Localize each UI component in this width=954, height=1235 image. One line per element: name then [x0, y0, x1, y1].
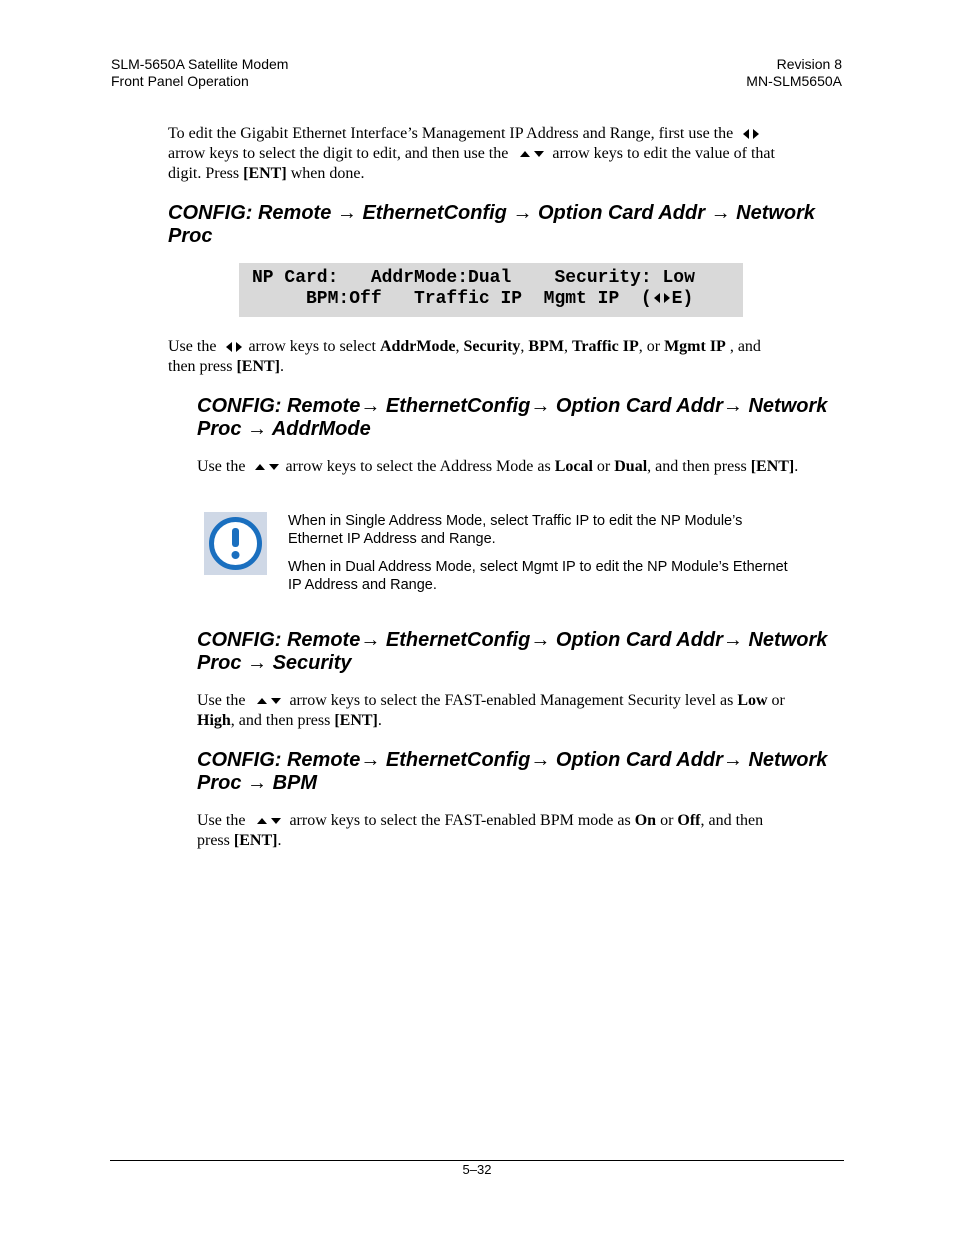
text: .: [277, 832, 282, 849]
term-off: Off: [677, 812, 701, 829]
text: press: [197, 832, 234, 849]
lcd-display: [239, 263, 743, 317]
text: arrow keys to select the FAST-enabled BPM mode as: [289, 812, 635, 829]
text: , and then press: [647, 458, 751, 475]
text: or: [656, 812, 678, 829]
heading-line: CONFIG: Remote→ EthernetConfig→ Option Card Addr→ Network: [197, 395, 828, 417]
text: arrow keys to select the Address Mode as: [285, 458, 555, 475]
text: .: [280, 358, 284, 375]
heading-line: Proc: [168, 225, 213, 247]
intro-ent: [ENT]: [243, 165, 287, 182]
exclamation-circle-icon: [204, 512, 267, 575]
intro-text-4: digit. Press: [168, 165, 244, 182]
text: , and then press: [230, 712, 335, 729]
text: ,: [455, 338, 464, 355]
note-line: When in Dual Address Mode, select Mgmt IP to edit the NP Module’s Ethernet: [288, 559, 788, 575]
intro-text-6: when done.: [286, 165, 365, 182]
section2-paragraph: [197, 457, 857, 477]
text: , and: [725, 338, 761, 355]
term-security: Security: [463, 338, 521, 355]
term-dual: Dual: [614, 458, 648, 475]
left-right-arrows-icon: [741, 124, 761, 144]
page-header-left: [111, 56, 288, 90]
key-ent: [ENT]: [750, 458, 795, 475]
text: ,: [520, 338, 529, 355]
note-line: When in Single Address Mode, select Traffic IP to edit the NP Module’s: [288, 513, 743, 529]
text: arrow keys to select the FAST-enabled Management Security level as: [289, 692, 738, 709]
text: , and then: [700, 812, 764, 829]
term-high: High: [197, 712, 231, 729]
text: .: [794, 458, 799, 475]
key-ent: [ENT]: [334, 712, 378, 729]
intro-text-1: To edit the Gigabit Ethernet Interface’s Management IP Address and Range, first use the: [168, 125, 734, 142]
intro-paragraph: [168, 124, 848, 184]
up-down-arrows-icon: [253, 457, 281, 477]
doc-section: Front Panel Operation: [111, 73, 249, 89]
term-addrmode: AddrMode: [379, 338, 456, 355]
section1-paragraph: [168, 337, 848, 377]
up-down-arrows-icon: [255, 811, 283, 831]
term-bpm: BPM: [528, 338, 564, 355]
note-line: Ethernet IP Address and Range.: [288, 531, 496, 547]
lcd-left-right-icon: [652, 289, 672, 309]
term-traffic-ip: Traffic IP: [571, 338, 639, 355]
doc-revision: Revision 8: [776, 56, 842, 72]
text: Use the: [197, 458, 246, 475]
heading-line: Proc → Security: [197, 652, 352, 674]
note-line: IP Address and Range.: [288, 577, 437, 593]
doc-number: MN-SLM5650A: [746, 73, 842, 89]
lcd-line-1: NP Card: AddrMode:Dual Security: Low: [252, 268, 695, 288]
heading-line: CONFIG: Remote→ EthernetConfig→ Option Card Addr→ Network: [197, 749, 828, 771]
page-number: 5–32: [462, 1162, 492, 1177]
term-mgmt-ip: Mgmt IP: [664, 338, 726, 355]
heading-line: Proc → AddrMode: [197, 418, 371, 440]
key-ent: [ENT]: [236, 358, 280, 375]
section-heading-bpm: [197, 749, 827, 795]
text: , or: [638, 338, 665, 355]
section-heading-addrmode: [197, 395, 827, 441]
footer-divider: [110, 1160, 844, 1161]
up-down-arrows-icon: [518, 144, 546, 164]
text: or: [592, 458, 615, 475]
lcd-line-2: [252, 289, 743, 310]
text: or: [767, 692, 785, 709]
heading-line: Proc → BPM: [197, 772, 318, 794]
text: arrow keys to select: [248, 338, 380, 355]
intro-text-2: arrow keys to select the digit to edit, and then use the: [168, 145, 509, 162]
term-on: On: [634, 812, 657, 829]
left-right-arrows-icon: [224, 337, 244, 357]
note-text-1: [288, 512, 843, 548]
term-low: Low: [737, 692, 768, 709]
section3-paragraph: [197, 691, 847, 731]
text: ,: [563, 338, 572, 355]
up-down-arrows-icon: [255, 691, 283, 711]
page-header-right: [746, 56, 842, 90]
note-text-2: [288, 558, 843, 594]
section-heading-network-proc: [168, 202, 815, 248]
lcd-line-2-text: BPM:Off Traffic IP Mgmt IP (: [252, 289, 652, 309]
text: Use the: [197, 812, 246, 829]
section4-paragraph: [197, 811, 847, 851]
text: then press: [168, 358, 237, 375]
key-ent: [ENT]: [233, 832, 278, 849]
section-heading-security: [197, 629, 827, 675]
text: Use the: [168, 338, 217, 355]
lcd-line-2-end: E): [671, 289, 694, 309]
heading-line: CONFIG: Remote → EthernetConfig → Option Card Addr → Network: [168, 202, 816, 224]
heading-line: CONFIG: Remote→ EthernetConfig→ Option Card Addr→ Network: [197, 629, 828, 651]
text: .: [377, 712, 382, 729]
intro-text-3: arrow keys to edit the value of that: [552, 145, 775, 162]
doc-title: SLM-5650A Satellite Modem: [111, 56, 289, 72]
text: Use the: [197, 692, 246, 709]
term-local: Local: [554, 458, 593, 475]
